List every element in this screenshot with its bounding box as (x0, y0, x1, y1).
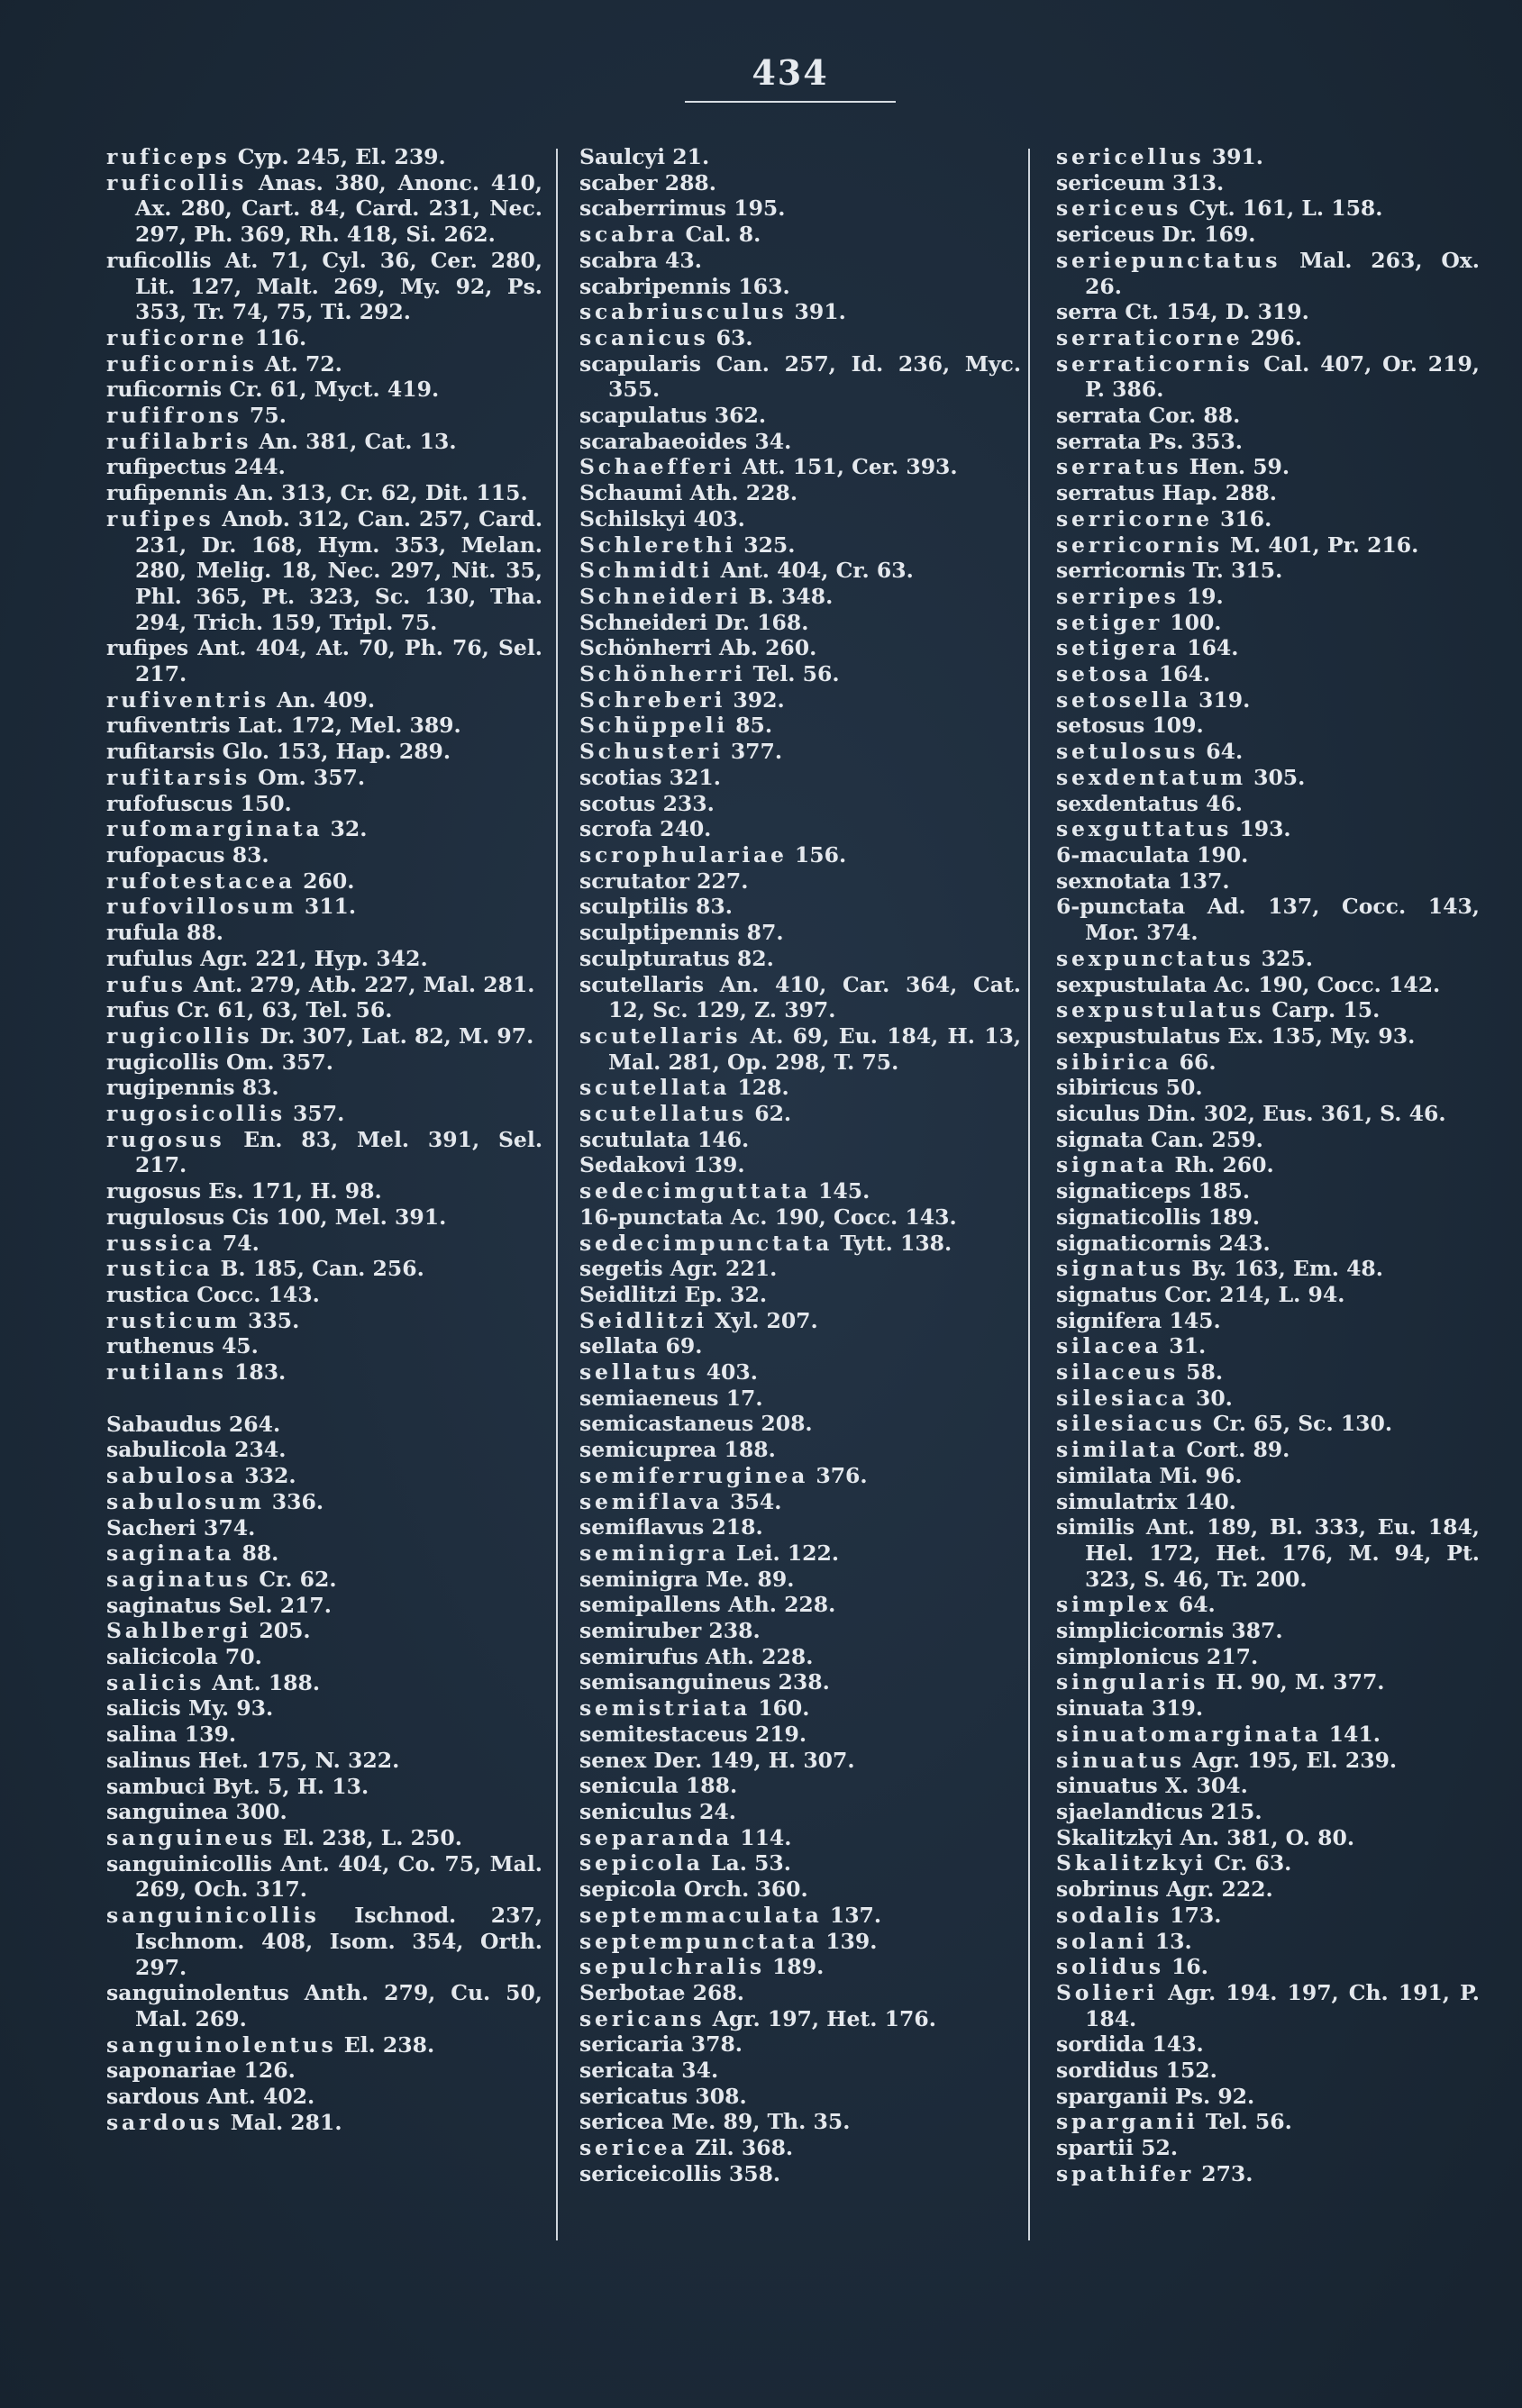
index-entry: similata Mi. 96. (1056, 1462, 1243, 1488)
index-entry: Schmidti Ant. 404, Cr. 63. (579, 558, 914, 584)
index-entry: setulosus 64. (1056, 739, 1244, 765)
index-entry: sexdentatus 46. (1056, 790, 1243, 816)
index-entry: serra Ct. 154, D. 319. (1056, 299, 1309, 325)
index-entry: serricornis M. 401, Pr. 216. (1056, 532, 1419, 558)
index-entry: rufus Cr. 61, 63, Tel. 56. (106, 997, 393, 1023)
index-entry: silaceus 58. (1056, 1359, 1224, 1386)
index-entry: Skalitzkyi An. 381, O. 80. (1056, 1824, 1355, 1850)
index-entry: scaberrimus 195. (579, 195, 786, 222)
index-entry: rufipennis An. 313, Cr. 62, Dit. 115. (106, 480, 528, 506)
index-entry: scrofa 240. (579, 816, 712, 842)
index-entry: rufipes Anob. 312, Can. 257, Card. 231, Dr. 168, Hym. 353, Melan. 280, Melig. 18, Nec. 297, Nit. 35, Phl. 365, Pt. 323, Sc. 130, Tha. 294, Trich. 159, Tripl. 75. (106, 505, 542, 635)
index-entry: sericaria 378. (579, 2031, 743, 2058)
index-entry: sepulchralis 189. (579, 1954, 825, 1980)
index-entry: rugicollis Om. 357. (106, 1049, 333, 1075)
section-gap (106, 1386, 542, 1412)
index-entry: sambuci Byt. 5, H. 13. (106, 1773, 369, 1799)
index-entry: sepicola La. 53. (579, 1850, 791, 1876)
index-entry: scarabaeoides 34. (579, 428, 792, 454)
index-entry: rustica B. 185, Can. 256. (106, 1256, 424, 1282)
index-entry: singularis H. 90, M. 377. (1056, 1669, 1385, 1695)
index-entry: scutellaris At. 69, Eu. 184, H. 13, Mal. 281, Op. 298, T. 75. (579, 1022, 1021, 1075)
index-entry: ruficollis At. 71, Cyl. 36, Cer. 280, Lit. 127, Malt. 269, My. 92, Ps. 353, Tr. 74, 75, Ti. 292. (106, 247, 542, 325)
index-entry: rugulosus Cis 100, Mel. 391. (106, 1204, 447, 1230)
index-entry: signata Rh. 260. (1056, 1152, 1274, 1178)
index-entry: 6-punctata Ad. 137, Cocc. 143, Mor. 374. (1056, 894, 1480, 946)
index-entry: rufipectus 244. (106, 454, 286, 480)
index-entry: serrata Ps. 353. (1056, 428, 1243, 454)
index-entry: sibirica 66. (1056, 1049, 1217, 1075)
index-entry: serraticornis Cal. 407, Or. 219, P. 386. (1056, 350, 1480, 403)
index-entry: sculpturatus 82. (579, 945, 774, 971)
index-entry: spartii 52. (1056, 2135, 1179, 2161)
index-column-2 (579, 144, 1021, 2252)
index-entry: siculus Din. 302, Eus. 361, S. 46. (1056, 1101, 1446, 1127)
index-entry: scanicus 63. (579, 324, 753, 350)
index-entry: Sahlbergi 205. (106, 1618, 311, 1644)
index-entry: setosus 109. (1056, 713, 1204, 739)
index-entry: signata Can. 259. (1056, 1126, 1263, 1152)
index-entry: sanguinea 300. (106, 1799, 287, 1825)
index-entry: serratus Hen. 59. (1056, 454, 1290, 480)
index-entry: saginata 88. (106, 1540, 279, 1567)
index-entry: salicis My. 93. (106, 1695, 274, 1722)
index-entry: rustica Cocc. 143. (106, 1281, 320, 1307)
index-entry: ruficorne 116. (106, 324, 307, 350)
index-entry: sexguttatus 193. (1056, 816, 1291, 842)
index-entry: sobrinus Agr. 222. (1056, 1876, 1273, 1903)
index-entry: russica 74. (106, 1230, 260, 1256)
index-entry: semistriata 160. (579, 1695, 810, 1722)
index-entry: rusticum 335. (106, 1307, 300, 1333)
index-entry: seniculus 24. (579, 1799, 736, 1824)
index-entry: semiferruginea 376. (579, 1462, 868, 1488)
index-entry: sericeus Cyt. 161, L. 158. (1056, 195, 1383, 222)
index-entry: rugipennis 83. (106, 1075, 279, 1101)
index-entry: sculptipennis 87. (579, 920, 784, 946)
index-entry: seminigra Me. 89. (579, 1566, 795, 1592)
index-entry: scabriusculus 391. (579, 299, 846, 325)
index-entry: simplex 64. (1056, 1592, 1216, 1618)
index-entry: rutilans 183. (106, 1359, 287, 1386)
index-entry: rufomarginata 32. (106, 816, 368, 842)
index-entry: scapularis Can. 257, Id. 236, Myc. 355. (579, 350, 1021, 403)
index-entry: sericea Me. 89, Th. 35. (579, 2109, 851, 2135)
index-entry: rufifrons 75. (106, 403, 287, 429)
index-entry: sabulicola 234. (106, 1437, 287, 1463)
index-entry: semisanguineus 238. (579, 1669, 830, 1695)
index-entry: rufulus Agr. 221, Hyp. 342. (106, 945, 428, 971)
index-entry: silacea 31. (1056, 1333, 1207, 1359)
index-entry: sericeum 313. (1056, 169, 1225, 195)
index-entry: sibiricus 50. (1056, 1075, 1203, 1101)
index-entry: senicula 188. (579, 1773, 738, 1799)
index-entry: Schreberi 392. (579, 686, 785, 713)
index-entry: Schusteri 377. (579, 739, 783, 765)
column-divider-1 (556, 149, 558, 2240)
index-entry: rugosus Es. 171, H. 98. (106, 1178, 382, 1204)
index-entry: ruficollis Anas. 380, Anonc. 410, Ax. 280, Cart. 84, Card. 231, Nec. 297, Ph. 369, Rh. 418, Si. 262. (106, 169, 542, 248)
index-entry: Schüppeli 85. (579, 713, 773, 739)
index-entry: spathifer 273. (1056, 2160, 1253, 2186)
index-entry: sexpustulata Ac. 190, Cocc. 142. (1056, 971, 1441, 997)
index-entry: sanguinicollis Ant. 404, Co. 75, Mal. 269, Och. 317. (106, 1850, 542, 1903)
index-entry: seriepunctatus Mal. 263, Ox. 26. (1056, 247, 1480, 299)
index-entry: rugosus En. 83, Mel. 391, Sel. 217. (106, 1126, 542, 1178)
index-entry: serricorne 316. (1056, 505, 1272, 532)
index-entry: Schaumi Ath. 228. (579, 480, 798, 506)
index-entry: sinuatus X. 304. (1056, 1773, 1248, 1799)
index-entry: salinus Het. 175, N. 322. (106, 1747, 400, 1773)
index-entry: seminigra Lei. 122. (579, 1540, 840, 1566)
index-entry: sellatus 403. (579, 1359, 758, 1386)
index-entry: Schaefferi Att. 151, Cer. 393. (579, 454, 958, 480)
index-entry: Schlerethi 325. (579, 532, 796, 558)
index-entry: sardous Ant. 402. (106, 2084, 315, 2110)
index-entry: Sacheri 374. (106, 1514, 256, 1540)
index-column-3 (1056, 144, 1480, 2252)
index-entry: similata Cort. 89. (1056, 1437, 1290, 1463)
index-entry: Seidlitzi Ep. 32. (579, 1281, 768, 1307)
index-entry: setigera 164. (1056, 635, 1239, 661)
index-entry: signatus By. 163, Em. 48. (1056, 1256, 1383, 1282)
index-entry: setiger 100. (1056, 609, 1222, 635)
index-entry: rufus Ant. 279, Atb. 227, Mal. 281. (106, 971, 535, 997)
index-entry: rufopacus 83. (106, 841, 269, 868)
index-entry: signatus Cor. 214, L. 94. (1056, 1281, 1345, 1307)
index-entry: signaticollis 189. (1056, 1204, 1261, 1230)
index-entry: semiruber 238. (579, 1618, 761, 1644)
index-entry: scabripennis 163. (579, 273, 790, 299)
index-entry: Skalitzkyi Cr. 63. (1056, 1850, 1292, 1876)
index-entry: Sedakovi 139. (579, 1152, 745, 1178)
index-entry: sardous Mal. 281. (106, 2109, 342, 2135)
index-entry: ruficeps Cyp. 245, El. 239. (106, 144, 446, 169)
index-entry: sepicola Orch. 360. (579, 1876, 808, 1903)
index-entry: sculptilis 83. (579, 894, 733, 920)
index-entry: scutellaris An. 410, Car. 364, Cat. 12, Sc. 129, Z. 397. (579, 971, 1021, 1023)
index-entry: scrophulariae 156. (579, 841, 847, 868)
index-entry: saponariae 126. (106, 2058, 296, 2084)
index-entry: salina 139. (106, 1722, 237, 1748)
index-entry: sexpustulatus Carp. 15. (1056, 997, 1381, 1023)
index-entry: rufiventris Lat. 172, Mel. 389. (106, 713, 461, 739)
index-entry: sericatus 308. (579, 2083, 747, 2109)
index-entry: simulatrix 140. (1056, 1488, 1236, 1514)
index-entry: ruficornis At. 72. (106, 350, 342, 377)
index-entry: rufovillosum 311. (106, 894, 357, 920)
index-entry: serraticorne 296. (1056, 324, 1302, 350)
index-entry: senex Der. 149, H. 307. (579, 1747, 855, 1773)
header-rule (685, 101, 896, 103)
index-entry: sericata 34. (579, 2058, 719, 2084)
index-entry: sericea Zil. 368. (579, 2135, 794, 2161)
index-entry: solani 13. (1056, 1928, 1192, 1954)
index-entry: sparganii Tel. 56. (1056, 2109, 1292, 2135)
index-entry: sabulosa 332. (106, 1463, 296, 1489)
index-entry: rufitarsis Om. 357. (106, 764, 366, 790)
index-column-1 (106, 144, 542, 2252)
index-entry: setosa 164. (1056, 661, 1211, 687)
index-entry: sexdentatum 305. (1056, 764, 1306, 790)
index-entry: semiaeneus 17. (579, 1385, 763, 1411)
index-entry: septempunctata 139. (579, 1928, 878, 1954)
index-entry: sparganii Ps. 92. (1056, 2083, 1255, 2109)
index-entry: solidus 16. (1056, 1954, 1208, 1980)
index-entry: sanguinolentus Anth. 279, Cu. 50, Mal. 269. (106, 1980, 542, 2031)
index-entry: sjaelandicus 215. (1056, 1799, 1262, 1824)
index-entry: Schilskyi 403. (579, 505, 745, 532)
index-entry: sexpustulatus Ex. 135, My. 93. (1056, 1022, 1416, 1049)
index-entry: 16-punctata Ac. 190, Cocc. 143. (579, 1204, 957, 1230)
index-entry: salicis Ant. 188. (106, 1669, 321, 1695)
index-entry: saginatus Cr. 62. (106, 1566, 337, 1592)
index-entry: 6-maculata 190. (1056, 841, 1249, 868)
index-entry: Seidlitzi Xyl. 207. (579, 1307, 818, 1333)
index-entry: sexnotata 137. (1056, 868, 1230, 894)
index-entry: signaticornis 243. (1056, 1230, 1271, 1256)
index-entry: sinuatomarginata 141. (1056, 1721, 1381, 1747)
index-entry: setosella 319. (1056, 686, 1251, 713)
index-entry: sericeicollis 358. (579, 2160, 781, 2186)
index-entry: serricornis Tr. 315. (1056, 558, 1283, 584)
index-entry: rufipes Ant. 404, At. 70, Ph. 76, Sel. 217. (106, 635, 542, 687)
index-entry: ruthenus 45. (106, 1333, 259, 1359)
index-entry: scabra 43. (579, 247, 702, 273)
index-entry: septemmaculata 137. (579, 1902, 882, 1928)
index-entry: sordidus 152. (1056, 2058, 1217, 2084)
index-entry: Saulcyi 21. (579, 144, 710, 169)
page-number: 434 (752, 52, 829, 93)
index-entry: scutulata 146. (579, 1126, 750, 1152)
index-entry: rufitarsis Glo. 153, Hap. 289. (106, 739, 451, 765)
index-entry: sedecimpunctata Tytt. 138. (579, 1230, 952, 1256)
index-entry: serratus Hap. 288. (1056, 480, 1277, 506)
index-entry: separanda 114. (579, 1824, 792, 1850)
index-entry: scapulatus 362. (579, 403, 767, 429)
index-entry: sodalis 173. (1056, 1902, 1222, 1928)
index-entry: silesiacus Cr. 65, Sc. 130. (1056, 1411, 1393, 1437)
index-entry: sericeus Dr. 169. (1056, 222, 1256, 248)
index-entry: signaticeps 185. (1056, 1178, 1251, 1204)
index-entry: semitestaceus 219. (579, 1721, 807, 1747)
index-entry: semicastaneus 208. (579, 1411, 813, 1437)
index-entry: semicuprea 188. (579, 1437, 776, 1463)
index-entry: semipallens Ath. 228. (579, 1592, 836, 1618)
index-entry: rufula 88. (106, 920, 223, 946)
index-entry: semirufus Ath. 228. (579, 1643, 814, 1669)
index-entry: Schneideri Dr. 168. (579, 609, 809, 635)
column-divider-2 (1028, 149, 1030, 2240)
index-entry: scutellatus 62. (579, 1101, 792, 1127)
index-entry: sanguinicollis Ischnod. 237, Ischnom. 408, Isom. 354, Orth. 297. (106, 1903, 542, 1980)
index-entry: sanguineus El. 238, L. 250. (106, 1825, 462, 1850)
index-entry: sericellus 391. (1056, 144, 1263, 169)
index-entry: Schneideri B. 348. (579, 583, 834, 609)
index-entry: salicicola 70. (106, 1644, 262, 1670)
index-entry: semiflava 354. (579, 1488, 782, 1514)
index-entry: rufofuscus 150. (106, 790, 292, 816)
index-entry: rufiventris An. 409. (106, 686, 376, 713)
index-entry: sordida 143. (1056, 2031, 1204, 2058)
index-entry: scabra Cal. 8. (579, 222, 761, 248)
index-entry: saginatus Sel. 217. (106, 1592, 332, 1618)
index-entry: sellata 69. (579, 1333, 703, 1359)
index-entry: sexpunctatus 325. (1056, 945, 1313, 971)
index-entry: serripes 19. (1056, 583, 1224, 609)
index-entry: scutellata 128. (579, 1075, 789, 1101)
index-entry: simplicicornis 387. (1056, 1618, 1283, 1644)
index-entry: sericans Agr. 197, Het. 176. (579, 2005, 936, 2031)
index-entry: semiflavus 218. (579, 1514, 763, 1540)
index-entry: rugosicollis 357. (106, 1101, 345, 1127)
index-entry: sinuata 319. (1056, 1695, 1204, 1722)
index-entry: sabulosum 336. (106, 1488, 324, 1514)
index-entry: silesiaca 30. (1056, 1385, 1233, 1411)
index-entry: rufotestacea 260. (106, 868, 355, 894)
index-entry: ruficornis Cr. 61, Myct. 419. (106, 377, 440, 403)
index-entry: scotus 233. (579, 790, 715, 816)
index-entry: Solieri Agr. 194. 197, Ch. 191, P. 184. (1056, 1979, 1480, 2031)
index-entry: signifera 145. (1056, 1307, 1221, 1333)
index-entry: rugicollis Dr. 307, Lat. 82, M. 97. (106, 1022, 534, 1049)
index-entry: Serbotae 268. (579, 1979, 744, 2005)
index-entry: sanguinolentus El. 238. (106, 2031, 435, 2058)
index-entry: rufilabris An. 381, Cat. 13. (106, 428, 457, 454)
index-entry: serrata Cor. 88. (1056, 403, 1241, 429)
index-entry: Sabaudus 264. (106, 1411, 281, 1437)
index-entry: sedecimguttata 145. (579, 1178, 870, 1204)
index-entry: scaber 288. (579, 169, 716, 195)
index-entry: similis Ant. 189, Bl. 333, Eu. 184, Hel. 172, Het. 176, M. 94, Pt. 323, S. 46, Tr. 200. (1056, 1514, 1480, 1592)
index-entry: Schönherri Ab. 260. (579, 635, 817, 661)
index-entry: scotias 321. (579, 764, 721, 790)
index-entry: Schönherri Tel. 56. (579, 661, 840, 687)
index-entry: scrutator 227. (579, 868, 749, 894)
index-entry: segetis Agr. 221. (579, 1256, 778, 1282)
index-entry: sinuatus Agr. 195, El. 239. (1056, 1747, 1398, 1773)
index-entry: simplonicus 217. (1056, 1643, 1259, 1669)
